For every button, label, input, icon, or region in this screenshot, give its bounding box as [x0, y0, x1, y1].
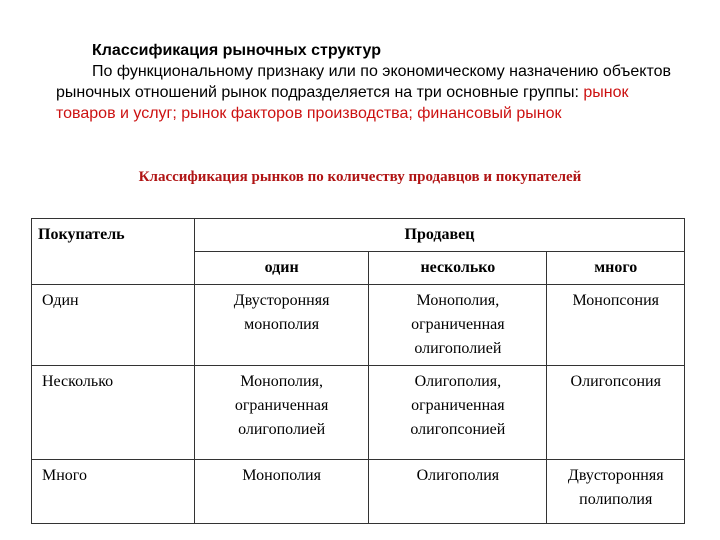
market-classification-table	[31, 218, 685, 524]
header-buyer: Покупатель	[32, 219, 195, 285]
row-label: Несколько	[32, 366, 195, 460]
intro-block	[56, 40, 676, 124]
intro-heading: Классификация рыночных структур	[92, 42, 381, 59]
intro-text: По функциональному признаку или по экономическому назначению объектов рыночных отношений рынок подразделяется на три основные группы:	[56, 63, 672, 101]
seller-col-one: один	[195, 252, 369, 285]
table-cell: Олигополия	[369, 460, 547, 524]
table-row	[32, 366, 685, 460]
seller-col-several: несколько	[369, 252, 547, 285]
table-cell: Олигопсония	[547, 366, 685, 460]
table-cell: Монопсония	[547, 285, 685, 366]
seller-col-many: много	[547, 252, 685, 285]
table-cell: Двусторонняя монополия	[195, 285, 369, 366]
table-cell: Олигополия, ограниченная олигопсонией	[369, 366, 547, 460]
table-cell: Двусторонняя полиполия	[547, 460, 685, 524]
table-row	[32, 460, 685, 524]
table-caption: Классификация рынков по количеству продавцов и покупателей	[138, 169, 582, 185]
row-label: Один	[32, 285, 195, 366]
header-seller: Продавец	[195, 219, 685, 252]
table-cell: Монополия, ограниченная олигополией	[369, 285, 547, 366]
intro-highlight: рынок товаров и услуг; рынок факторов производства; финансовый рынок	[56, 84, 629, 122]
table-cell: Монополия, ограниченная олигополией	[195, 366, 369, 460]
row-label: Много	[32, 460, 195, 524]
table-cell: Монополия	[195, 460, 369, 524]
table-row	[32, 285, 685, 366]
table-header-row	[32, 219, 685, 252]
